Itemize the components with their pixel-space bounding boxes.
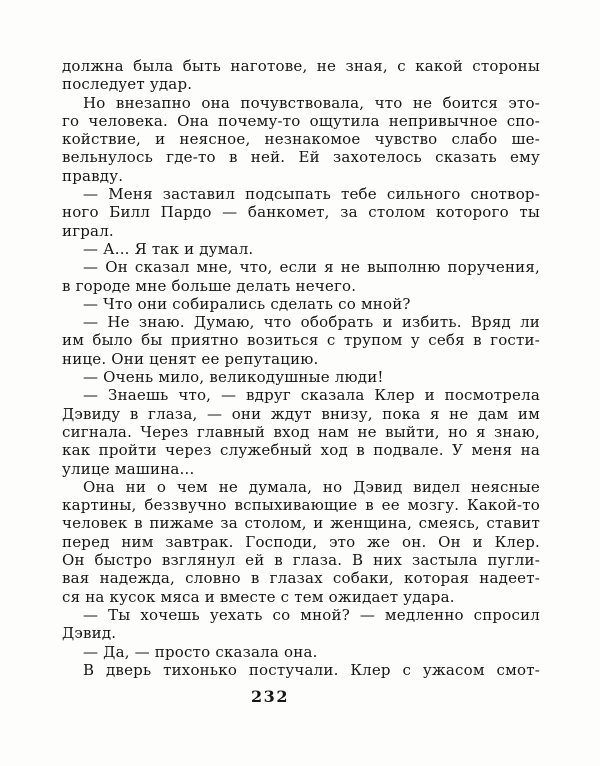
text-line: — Что они собирались сделать со мной? [83, 294, 411, 313]
text-line: Дэвид. [62, 624, 117, 643]
text-line: вая надежда, словно в глазах собаки, которая надеет- [62, 569, 540, 588]
text-line: в городе мне больше делать нечего. [62, 276, 357, 295]
text-line: правду. [62, 166, 124, 185]
text-line: го человека. Она почему-то ощутила непривычное спо- [62, 111, 540, 130]
text-line: картины, беззвучно вспыхивающие в ее мозгу. Какой-то [62, 496, 540, 515]
text-line: человек в пижаме за столом, и женщина, смеясь, ставит [62, 514, 540, 533]
text-line: как пройти через служебный ход в подвале. У меня на [62, 441, 540, 460]
text-line: ся на кусок мяса и вместе с тем ожидает удара. [62, 587, 455, 606]
text-line: сигнала. Через главный вход нам не выйти, но я знаю, [62, 422, 540, 441]
text-line: — Да, — просто сказала она. [83, 642, 318, 661]
text-line: улице машина... [62, 459, 195, 478]
text-line: должна была быть наготове, не зная, с какой стороны [62, 57, 540, 75]
text-line: Но внезапно она почувствовала, что не боится это- [83, 93, 540, 112]
text-line: им было бы приятно возиться с трупом у себя в гости- [62, 331, 540, 350]
page-number: 232 [251, 687, 289, 706]
text-line: играл. [62, 221, 114, 240]
text-line: последует удар. [62, 75, 193, 94]
text-line: Он быстро взглянул ей в глаза. В них застыла пугли- [62, 551, 540, 570]
text-line: Дэвиду в глаза, — они ждут внизу, пока я не дам им [62, 404, 540, 423]
text-line: — Знаешь что, — вдруг сказала Клер и посмотрела [83, 386, 540, 405]
text-line: вельнулось где-то в ней. Ей захотелось сказать ему [62, 148, 540, 167]
text-line: — Не знаю. Думаю, что обобрать и избить. Вряд ли [83, 313, 540, 332]
text-line: койствие, и неясное, незнакомое чувство слабо ше- [62, 130, 540, 149]
text-line: перед ним завтрак. Господи, это же он. Он и Клер. [62, 532, 540, 551]
text-line: ного Билл Пардо — банкомет, за столом которого ты [62, 203, 540, 222]
text-line: — Меня заставил подсыпать тебе сильного снотвор- [83, 185, 540, 204]
text-line: — Очень мило, великодушные люди! [83, 368, 384, 387]
text-line: — А... Я так и думал. [83, 239, 254, 258]
text-line: — Он сказал мне, что, если я не выполню поручения, [83, 258, 540, 277]
page-text [62, 57, 540, 679]
text-line: — Ты хочешь уехать со мной? — медленно спросил [83, 605, 540, 624]
text-line: Она ни о чем не думала, но Дэвид видел неясные [83, 477, 540, 496]
text-line: нице. Они ценят ее репутацию. [62, 349, 319, 368]
text-line: В дверь тихонько постучали. Клер с ужасом смот- [83, 660, 540, 679]
